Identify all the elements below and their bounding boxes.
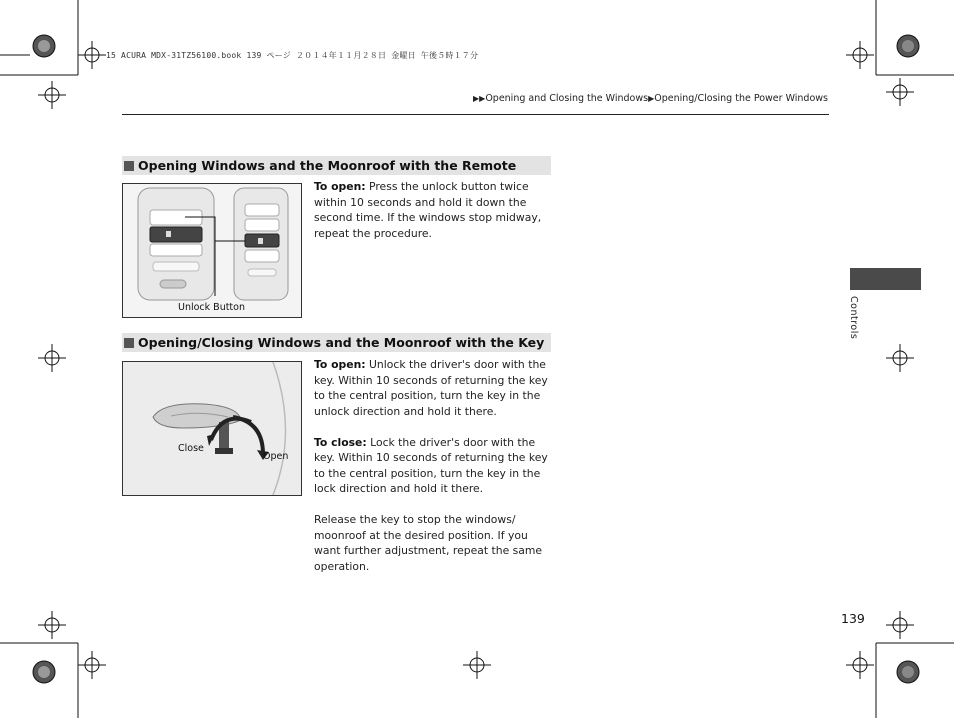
breadcrumb-arrows: ▶▶ (473, 94, 486, 103)
close-caption: Close (178, 443, 204, 454)
section-heading-key-text: Opening/Closing Windows and the Moonroof with the Key (138, 335, 545, 350)
section-heading-remote (122, 156, 551, 175)
to-close-text-key: Lock the driver's door with the key. Within 10 seconds of returning the key to the central position, turn the key in the lock direction and hold it there. (314, 435, 548, 495)
door-handle-drawing (123, 362, 301, 495)
heading-square-icon (124, 338, 134, 348)
section-heading-remote-text: Opening Windows and the Moonroof with the Remote (138, 158, 517, 173)
breadcrumb-separator: ▶ (648, 94, 655, 103)
release-text: Release the key to stop the windows/ moonroof at the desired position. If you want further adjustment, repeat the same operation. (314, 513, 543, 573)
print-info-line: 15 ACURA MDX-31TZ56100.book 139 ページ ２０１４年１１月２８日 金曜日 午後５時１７分 (106, 51, 479, 60)
controls-side-tab[interactable] (850, 268, 921, 290)
breadcrumb-item-windows[interactable]: Opening and Closing the Windows (485, 93, 649, 104)
header-rule (122, 114, 829, 115)
key-instructions (314, 357, 554, 574)
to-open-text-remote: Press the unlock button twice within 10 seconds and hold it down the second time. If the windows stop midway, repeat the procedure. (314, 180, 542, 240)
breadcrumb-item-power-windows[interactable]: Opening/Closing the Power Windows (654, 93, 828, 104)
section-heading-key (122, 333, 551, 352)
heading-square-icon (124, 161, 134, 171)
controls-side-label: Controls (848, 296, 859, 340)
remote-key-fob-illustration (122, 183, 302, 318)
breadcrumb (473, 93, 828, 104)
to-open-text-key: Unlock the driver's door with the key. Within 10 seconds of returning the key to the central position, turn the key in the unlock direction and hold it there. (314, 358, 548, 418)
open-caption: Open (263, 451, 289, 462)
to-close-label-key: To close: (314, 435, 367, 449)
to-open-label-key: To open: (314, 358, 366, 371)
remote-instructions (314, 179, 554, 241)
unlock-button-caption: Unlock Button (178, 302, 245, 313)
to-open-label-remote: To open: (314, 180, 366, 193)
page-number: 139 (841, 611, 865, 626)
key-fob-drawing (123, 184, 301, 317)
door-lock-key-illustration (122, 361, 302, 496)
